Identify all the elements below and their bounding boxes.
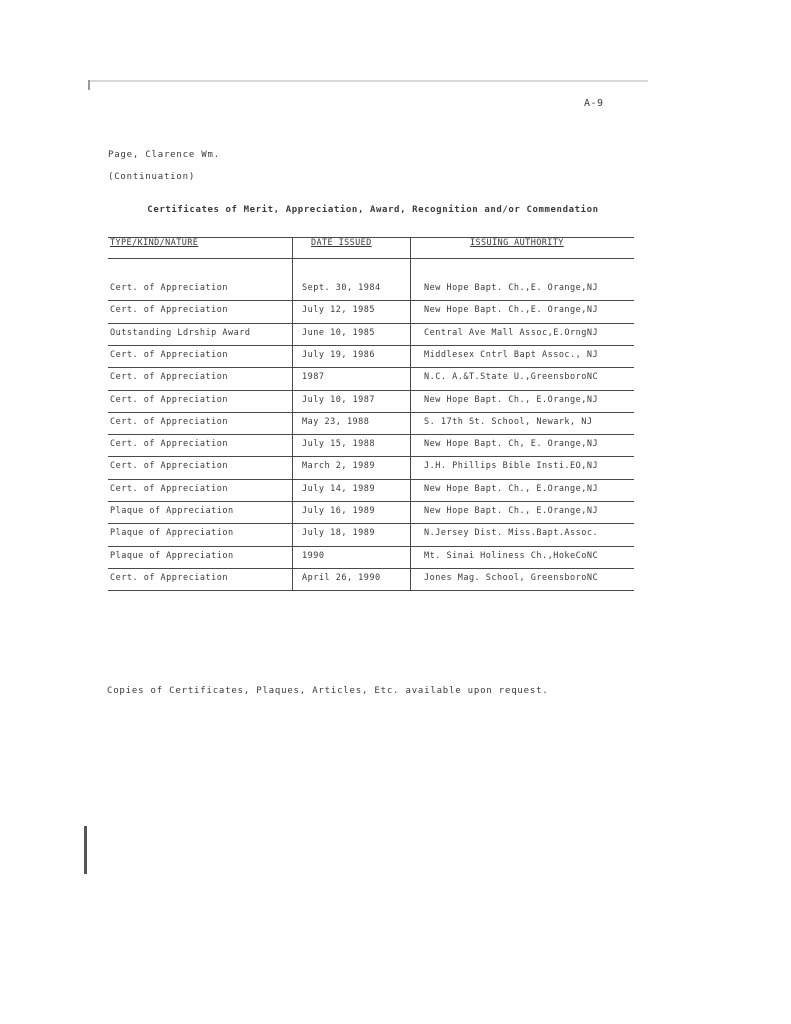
footer-note: Copies of Certificates, Plaques, Articles, Etc. available upon request. <box>107 686 549 696</box>
awards-table <box>108 237 634 596</box>
cell-date: June 10, 1985 <box>302 327 376 338</box>
cell-type: Cert. of Appreciation <box>110 349 228 360</box>
row-rule <box>108 367 634 368</box>
cell-authority: Mt. Sinai Holiness Ch.,HokeCoNC <box>424 550 599 561</box>
row-rule <box>108 501 634 502</box>
cell-authority: New Hope Bapt. Ch.,E. Orange,NJ <box>424 283 599 293</box>
cell-type: Plaque of Appreciation <box>110 506 234 516</box>
row-rule <box>108 323 634 324</box>
cell-authority: S. 17th St. School, Newark, NJ <box>424 416 593 427</box>
cell-type: Cert. of Appreciation <box>110 572 228 583</box>
row-rule <box>108 479 634 480</box>
cell-date: July 12, 1985 <box>302 305 376 316</box>
row-rule <box>108 568 634 569</box>
cell-date: July 18, 1989 <box>302 528 376 539</box>
row-rule <box>108 345 634 346</box>
cell-authority: N.Jersey Dist. Miss.Bapt.Assoc. <box>424 528 599 539</box>
cell-type: Cert. of Appreciation <box>110 394 228 405</box>
cell-date: July 10, 1987 <box>302 394 376 405</box>
row-rule <box>108 434 634 435</box>
section-title: Certificates of Merit, Appreciation, Award, Recognition and/or Commendation <box>147 205 599 215</box>
cell-date: July 19, 1986 <box>302 349 376 360</box>
cell-date: May 23, 1988 <box>302 416 370 427</box>
cell-date: April 26, 1990 <box>302 572 381 583</box>
row-rule <box>108 412 634 413</box>
cell-date: March 2, 1989 <box>302 461 376 472</box>
cell-type: Cert. of Appreciation <box>110 372 228 383</box>
row-rule <box>108 456 634 457</box>
cell-type: Cert. of Appreciation <box>110 416 228 427</box>
cell-date: 1987 <box>302 372 325 383</box>
row-rule <box>108 590 634 591</box>
scan-edge-left-bottom <box>84 826 87 874</box>
header-authority: ISSUING AUTHORITY <box>470 238 564 248</box>
cell-authority: New Hope Bapt. Ch.,E. Orange,NJ <box>424 305 599 316</box>
cell-date: 1990 <box>302 550 325 561</box>
cell-date: Sept. 30, 1984 <box>302 283 381 293</box>
cell-type: Cert. of Appreciation <box>110 461 228 472</box>
cell-type: Cert. of Appreciation <box>110 483 228 494</box>
scan-edge-top <box>88 80 648 82</box>
cell-authority: New Hope Bapt. Ch., E.Orange,NJ <box>424 394 599 405</box>
table-top-rule <box>108 237 634 238</box>
row-rule <box>108 546 634 547</box>
cell-type: Plaque of Appreciation <box>110 550 234 561</box>
cell-authority: J.H. Phillips Bible Insti.EO,NJ <box>424 461 599 472</box>
cell-type: Cert. of Appreciation <box>110 305 228 316</box>
cell-authority: New Hope Bapt. Ch., E.Orange,NJ <box>424 483 599 494</box>
page-number: A-9 <box>584 98 604 109</box>
cell-authority: Jones Mag. School, GreensboroNC <box>424 572 599 583</box>
row-rule <box>108 523 634 524</box>
header-rule <box>108 258 634 259</box>
cell-authority: Middlesex Cntrl Bapt Assoc., NJ <box>424 349 599 360</box>
cell-authority: Central Ave Mall Assoc,E.OrngNJ <box>424 327 599 338</box>
cell-authority: New Hope Bapt. Ch, E. Orange,NJ <box>424 439 599 450</box>
cell-type: Outstanding Ldrship Award <box>110 327 251 338</box>
cell-date: July 14, 1989 <box>302 483 376 494</box>
cell-authority: New Hope Bapt. Ch., E.Orange,NJ <box>424 506 599 516</box>
header-date: DATE ISSUED <box>311 238 372 248</box>
row-rule <box>108 300 634 301</box>
column-divider-authority <box>410 237 411 590</box>
cell-type: Cert. of Appreciation <box>110 283 228 293</box>
cell-type: Cert. of Appreciation <box>110 439 228 450</box>
cell-type: Plaque of Appreciation <box>110 528 234 539</box>
person-name: Page, Clarence Wm. <box>108 150 220 160</box>
continuation-label: (Continuation) <box>108 172 196 182</box>
row-rule <box>108 390 634 391</box>
cell-authority: N.C. A.&T.State U.,GreensboroNC <box>424 372 599 383</box>
cell-date: July 16, 1989 <box>302 506 376 516</box>
header-type: TYPE/KIND/NATURE <box>110 238 199 248</box>
cell-date: July 15, 1988 <box>302 439 376 450</box>
column-divider-date <box>292 237 293 590</box>
scan-edge-left-top <box>88 80 90 90</box>
